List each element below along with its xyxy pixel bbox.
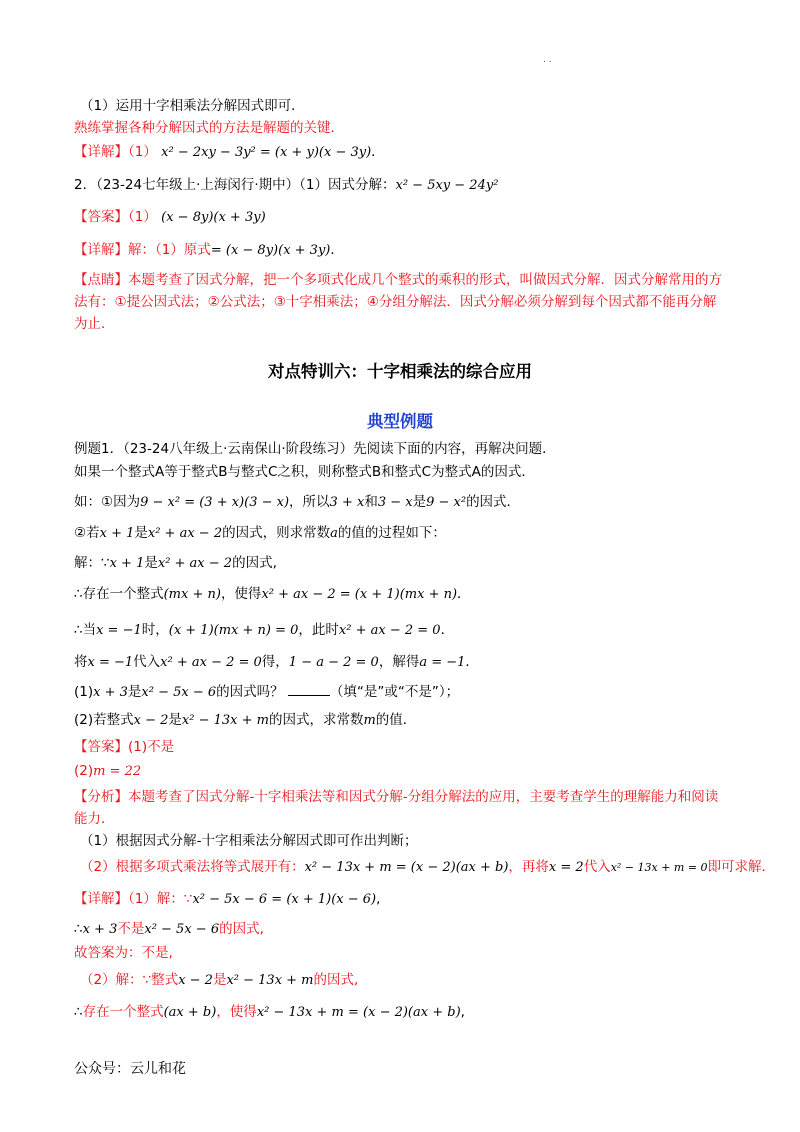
text: ． bbox=[465, 654, 479, 670]
text: ∴ bbox=[74, 921, 83, 937]
text: ，解得 bbox=[378, 654, 420, 670]
formula: x + 3 bbox=[82, 922, 118, 937]
detail-tag: 【详解】 bbox=[74, 891, 128, 907]
formula: (x + 1)(mx + n) = 0 bbox=[168, 623, 299, 638]
formula: x + 1 bbox=[109, 556, 145, 571]
example-definition: 如果一个整式A等于整式B与整式C之积，则称整式B和整式C为整式A的因式． bbox=[74, 464, 535, 480]
formula: m = 22 bbox=[93, 764, 142, 779]
question-part-1 bbox=[74, 683, 459, 702]
formula: a = −1 bbox=[419, 655, 466, 670]
example-line-8 bbox=[74, 653, 479, 672]
detail-tag: 【详解】 bbox=[74, 144, 128, 160]
example-line-6 bbox=[74, 585, 471, 604]
detail-text: 解：（1）原式 bbox=[128, 242, 211, 258]
footer-account: 公众号：云儿和花 bbox=[74, 1061, 186, 1077]
formula: x² − 5x − 6 bbox=[144, 922, 220, 937]
text: 是 bbox=[144, 555, 158, 571]
text: ∴存在一个整式 bbox=[74, 586, 164, 602]
formula: x² − 13x + m = 0 bbox=[610, 861, 708, 874]
analysis-paragraph: 【分析】本题考查了因式分解-十字相乘法等和因式分解-分组分解法的应用，主要考查学生的理解能力和阅读能力． bbox=[74, 789, 719, 827]
text: , bbox=[460, 1004, 465, 1020]
text: 的因式吗？ bbox=[216, 684, 284, 700]
text: ，使得 bbox=[216, 1004, 257, 1020]
detail-text: （1） bbox=[128, 144, 157, 160]
question-part-2 bbox=[74, 711, 416, 730]
text: 的因式，求常数 bbox=[268, 712, 364, 728]
formula: 9 − x² = (3 + x)(3 − x) bbox=[140, 495, 290, 510]
answer-tag: 【答案】 bbox=[74, 739, 128, 755]
section-title: 对点特训六：十字相乘法的综合应用 bbox=[268, 362, 532, 381]
formula: x − 2 bbox=[178, 973, 213, 988]
formula: x = 2 bbox=[548, 860, 584, 875]
formula: (ax + b) bbox=[163, 1005, 217, 1020]
text: （1）解：∵ bbox=[128, 891, 193, 907]
formula: x² + ax − 2 bbox=[157, 556, 233, 571]
formula: x² − 2xy − 3y² = (x + y)(x − 3y) bbox=[161, 145, 372, 160]
text: 的值． bbox=[375, 712, 417, 728]
text: （填“是”或“不是”）； bbox=[329, 684, 460, 700]
analysis-step-2 bbox=[80, 858, 775, 877]
formula: x + 3 bbox=[93, 685, 128, 700]
punct: ． bbox=[371, 144, 385, 160]
answer-line-1 bbox=[74, 738, 174, 756]
detail-line-2 bbox=[74, 241, 344, 260]
text: 得， bbox=[261, 654, 289, 670]
example-intro: 例题1．（23-24八年级上·云南保山·阶段练习）先阅读下面的内容，再解决问题． bbox=[74, 441, 556, 457]
text: ． bbox=[440, 622, 455, 638]
example-line-7 bbox=[74, 621, 454, 640]
text: 是 bbox=[412, 494, 427, 510]
text: 代入 bbox=[133, 654, 161, 670]
example-line-4 bbox=[74, 524, 446, 543]
text: 和 bbox=[364, 494, 378, 510]
solution-line-4 bbox=[80, 971, 358, 990]
formula: m bbox=[363, 713, 376, 728]
formula: 1 − a − 2 = 0 bbox=[288, 655, 379, 670]
text: 如：①因为 bbox=[74, 494, 141, 510]
text: 的因式, bbox=[232, 555, 277, 571]
answer-text: （1） bbox=[128, 209, 157, 225]
answer-line-2 bbox=[74, 208, 266, 227]
formula: x² − 5xy − 24y² bbox=[395, 178, 499, 193]
section-subtitle: 典型例题 bbox=[367, 412, 433, 431]
text: 时， bbox=[141, 622, 169, 638]
solution-line-1 bbox=[74, 890, 380, 909]
formula: (x − 8y)(x + 3y) bbox=[161, 210, 266, 225]
text: 将 bbox=[74, 654, 88, 670]
text: 的值的过程如下： bbox=[337, 525, 446, 541]
text: （2）解：∵整式 bbox=[80, 972, 179, 988]
formula: 3 + x bbox=[329, 495, 365, 510]
analysis-step-1: （1）根据因式分解-十字相乘法分解因式即可作出判断； bbox=[80, 833, 418, 849]
example-line-5 bbox=[74, 554, 277, 573]
text: ，此时 bbox=[298, 622, 339, 638]
formula: x² − 13x + m bbox=[181, 713, 269, 728]
text: 的因式, bbox=[219, 921, 264, 937]
key-point-line: 熟练掌握各种分解因式的方法是解题的关键． bbox=[74, 120, 344, 136]
formula: 3 − x bbox=[377, 495, 413, 510]
solution-line-3: 故答案为：不是, bbox=[74, 945, 173, 961]
formula: x² − 5x − 6 = (x + 1)(x − 6) bbox=[192, 892, 377, 907]
detail-line-1 bbox=[74, 143, 385, 162]
text: ∴ bbox=[74, 1004, 83, 1020]
formula: x² − 13x + m = (x − 2)(ax + b) bbox=[304, 860, 509, 875]
formula: x = −1 bbox=[87, 655, 134, 670]
text: 即可求解． bbox=[707, 859, 776, 875]
solution-line-5 bbox=[74, 1003, 465, 1022]
text: ∴当 bbox=[74, 622, 97, 638]
formula: = (x − 8y)(x + 3y) bbox=[210, 243, 331, 258]
formula: 9 − x² bbox=[426, 495, 467, 510]
text: 是 bbox=[212, 972, 227, 988]
formula: x² − 5x − 6 bbox=[141, 685, 217, 700]
formula: x + 1 bbox=[99, 526, 135, 541]
detail-tag: 【详解】 bbox=[74, 242, 128, 258]
hint-line: （1）运用十字相乘法分解因式即可． bbox=[80, 98, 305, 114]
example-line-3 bbox=[74, 493, 520, 512]
formula: x² + ax − 2 bbox=[147, 526, 223, 541]
formula: x² − 13x + m bbox=[226, 973, 314, 988]
punct: ． bbox=[330, 242, 344, 258]
formula: x² − 13x + m = (x − 2)(ax + b) bbox=[256, 1005, 461, 1020]
text: ． bbox=[457, 586, 471, 602]
formula: a bbox=[330, 526, 338, 541]
top-marks: . . bbox=[543, 55, 552, 65]
text: (1) bbox=[74, 684, 94, 700]
answer-text: (1)不是 bbox=[128, 739, 175, 755]
text: 不是 bbox=[117, 921, 145, 937]
text: 的因式，则求常数 bbox=[222, 525, 331, 541]
formula: (mx + n) bbox=[163, 587, 221, 602]
tip-paragraph: 【点睛】本题考查了因式分解，把一个多项式化成几个整式的乘积的形式，叫做因式分解．因式分解常用的方法有：①提公因式法；②公式法；③十字相乘法；④分组分解法．因式分解必须分解到每个因式都不能再分解为止． bbox=[74, 272, 722, 332]
text: ，再将 bbox=[508, 859, 549, 875]
text: ，使得 bbox=[220, 586, 262, 602]
text: 是 bbox=[168, 712, 182, 728]
text: （2）根据多项式乘法将等式展开有： bbox=[80, 859, 305, 875]
text: , bbox=[376, 891, 381, 907]
formula: x² + ax − 2 = 0 bbox=[160, 655, 262, 670]
formula: x − 2 bbox=[133, 713, 169, 728]
text: 的因式, bbox=[313, 972, 359, 988]
text: ②若 bbox=[74, 525, 100, 541]
formula: x² + ax − 2 = (x + 1)(mx + n) bbox=[261, 587, 458, 602]
text: (2)若整式 bbox=[74, 712, 134, 728]
text: 是 bbox=[134, 525, 148, 541]
text: 解：∵ bbox=[74, 555, 110, 571]
answer-tag: 【答案】 bbox=[74, 209, 128, 225]
text: 的因式． bbox=[466, 494, 521, 510]
formula: x = −1 bbox=[96, 623, 142, 638]
answer-line-2b bbox=[74, 762, 141, 781]
text: 代入 bbox=[583, 859, 611, 875]
text: ，所以 bbox=[289, 494, 330, 510]
text: 存在一个整式 bbox=[82, 1004, 164, 1020]
formula: x² + ax − 2 = 0 bbox=[338, 623, 441, 638]
answer-blank bbox=[288, 683, 330, 696]
solution-line-2 bbox=[74, 920, 264, 939]
question-text: 2．（23-24七年级上·上海闵行·期中）（1）因式分解： bbox=[74, 177, 396, 193]
text: 是 bbox=[127, 684, 142, 700]
question-2 bbox=[74, 176, 498, 195]
answer-text: (2) bbox=[74, 763, 94, 779]
